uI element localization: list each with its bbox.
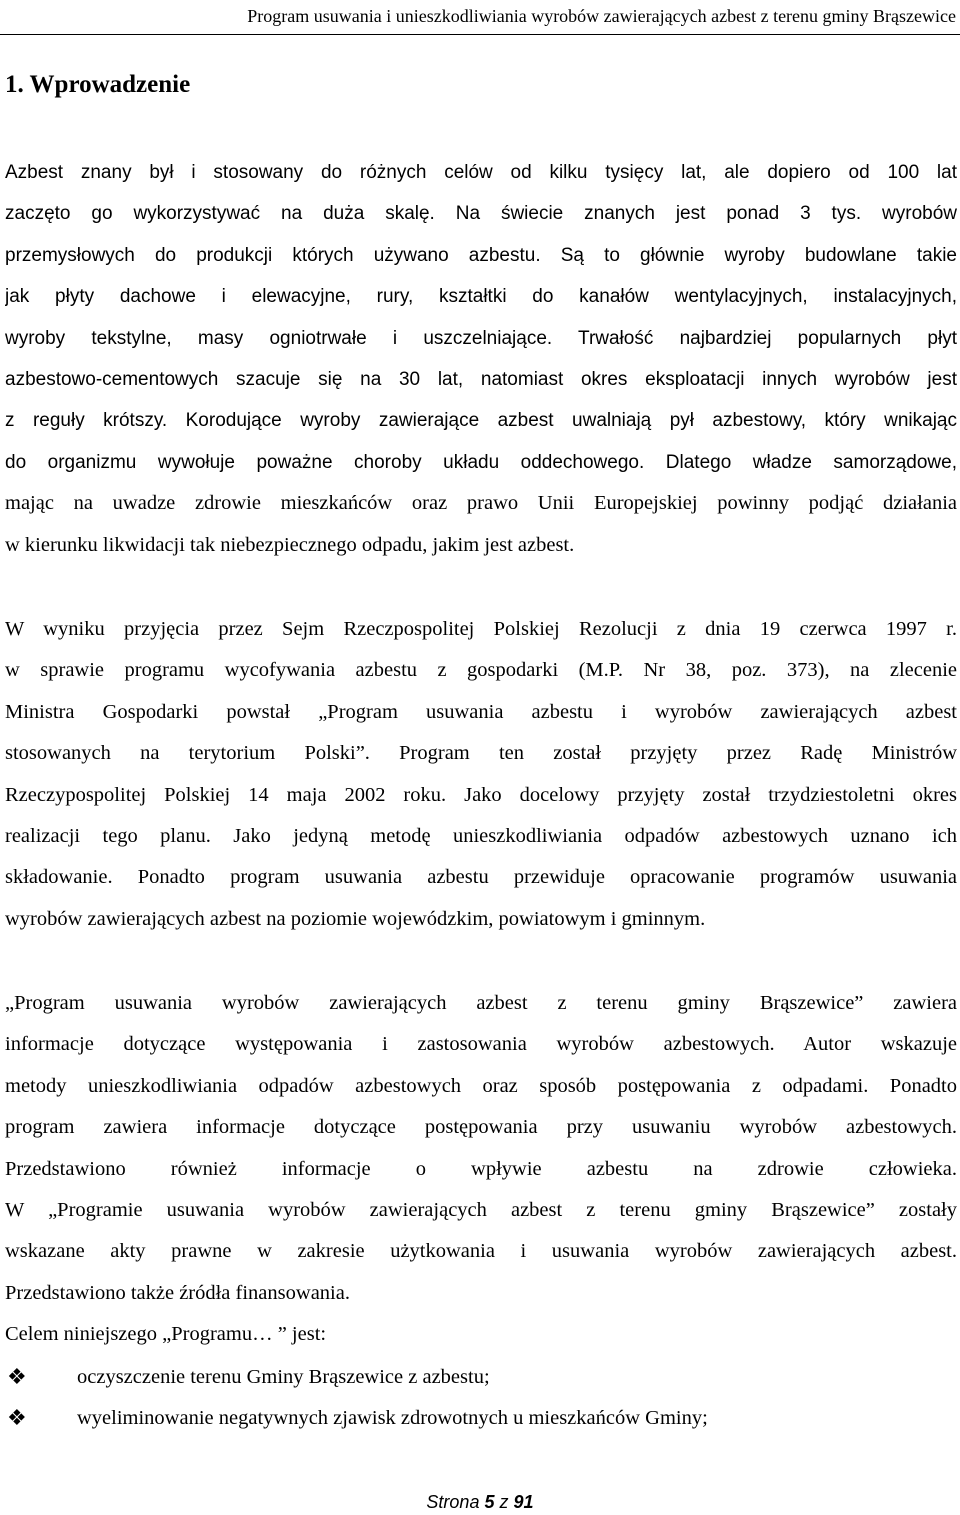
paragraph-line: zaczęto go wykorzystywać na duża skalę. Na świecie znanych jest ponad 3 tys. wyrobów <box>5 203 957 225</box>
section-heading: 1. Wprowadzenie <box>5 71 191 98</box>
paragraph-national-program <box>5 609 957 940</box>
paragraph-line: azbestowo-cementowych szacuje się na 30 lat, natomiast okres eksploatacji innych wyrobów jest <box>5 368 957 390</box>
diamond-bullet-icon: ❖ <box>7 1406 27 1432</box>
paragraph-line: składowanie. Ponadto program usuwania azbestu przewiduje opracowanie programów usuwania <box>5 866 957 889</box>
paragraph-line: W „Programie usuwania wyrobów zawierających azbest z terenu gminy Brąszewice” zostały <box>5 1198 957 1221</box>
paragraph-line: Ministra Gospodarki powstał „Program usuwania azbestu i wyrobów zawierających azbest <box>5 700 957 723</box>
paragraph-line: mając na uwadze zdrowie mieszkańców oraz prawo Unii Europejskiej powinny podjąć działania <box>5 492 957 515</box>
paragraph-line: stosowanych na terytorium Polski”. Program ten został przyjęty przez Radę Ministrów <box>5 742 957 765</box>
paragraph-introduction <box>5 152 957 566</box>
list-item-text: wyeliminowanie negatywnych zjawisk zdrowotnych u mieszkańców Gminy; <box>77 1407 708 1430</box>
paragraph-line: realizacji tego planu. Jako jedyną metodę unieszkodliwiania odpadów azbestowych uznano ich <box>5 824 957 847</box>
paragraph-line: program zawiera informacje dotyczące postępowania przy usuwaniu wyrobów azbestowych. <box>5 1116 957 1139</box>
page-label: Strona <box>426 1492 480 1512</box>
paragraph-line: „Program usuwania wyrobów zawierających azbest z terenu gminy Brąszewice” zawiera <box>5 992 957 1014</box>
page-number-footer <box>0 1490 960 1514</box>
total-pages-number: 91 <box>513 1492 534 1512</box>
paragraph-line: jak płyty dachowe i elewacyjne, rury, kształtki do kanałów wentylacyjnych, instalacyjnych, <box>5 286 957 308</box>
diamond-bullet-icon: ❖ <box>7 1365 27 1390</box>
list-item-text: oczyszczenie terenu Gminy Brąszewice z azbestu; <box>77 1366 490 1388</box>
paragraph-line: informacje dotyczące występowania i zastosowania wyrobów azbestowych. Autor wskazuje <box>5 1033 957 1056</box>
paragraph-line: wyroby tekstylne, masy ogniotrwałe i uszczelniające. Trwałość najbardziej popularnych płyt <box>5 327 957 349</box>
paragraph-line: przemysłowych do produkcji których używano azbestu. Są to głównie wyroby budowlane takie <box>5 244 957 266</box>
paragraph-line: Przedstawiono także źródła finansowania. <box>5 1281 350 1304</box>
paragraph-line: metody unieszkodliwiania odpadów azbestowych oraz sposób postępowania z odpadami. Ponadto <box>5 1074 957 1097</box>
paragraph-line: W wyniku przyjęcia przez Sejm Rzeczpospolitej Polskiej Rezolucji z dnia 19 czerwca 1997 r. <box>5 618 957 640</box>
running-header-title: Program usuwania i unieszkodliwiania wyrobów zawierających azbest z terenu gminy Brąszewice <box>247 6 956 26</box>
list-item <box>5 1357 955 1398</box>
paragraph-line: Celem niniejszego „Programu… ” jest: <box>5 1323 327 1346</box>
paragraph-line: Przedstawiono również informacje o wpływie azbestu na zdrowie człowieka. <box>5 1157 957 1180</box>
paragraph-line: do organizmu wywołuje poważne choroby układu oddechowego. Dlatego władze samorządowe, <box>5 451 957 473</box>
paragraph-line: z reguły krótszy. Korodujące wyroby zawierające azbest uwalniają pył azbestowy, który wnikając <box>5 410 957 432</box>
paragraph-line: Azbest znany był i stosowany do różnych celów od kilku tysięcy lat, ale dopiero od 100 lat <box>5 162 957 183</box>
list-item <box>5 1398 955 1439</box>
paragraph-line: wskazane akty prawne w zakresie użytkowania i usuwania wyrobów zawierających azbest. <box>5 1240 957 1263</box>
current-page-number: 5 <box>484 1492 495 1512</box>
paragraph-line: w kierunku likwidacji tak niebezpiecznego odpadu, jakim jest azbest. <box>5 533 575 556</box>
paragraph-line: wyrobów zawierających azbest na poziomie wojewódzkim, powiatowym i gminnym. <box>5 907 706 930</box>
paragraph-line: Rzeczypospolitej Polskiej 14 maja 2002 roku. Jako docelowy przyjęty został trzydziestoletni okres <box>5 783 957 806</box>
page-separator: z <box>499 1492 509 1512</box>
paragraph-line: w sprawie programu wycofywania azbestu z gospodarki (M.P. Nr 38, poz. 373), na zlecenie <box>5 659 957 682</box>
paragraph-program-scope <box>5 983 957 1356</box>
objectives-list <box>5 1357 955 1440</box>
running-header <box>0 2 960 35</box>
